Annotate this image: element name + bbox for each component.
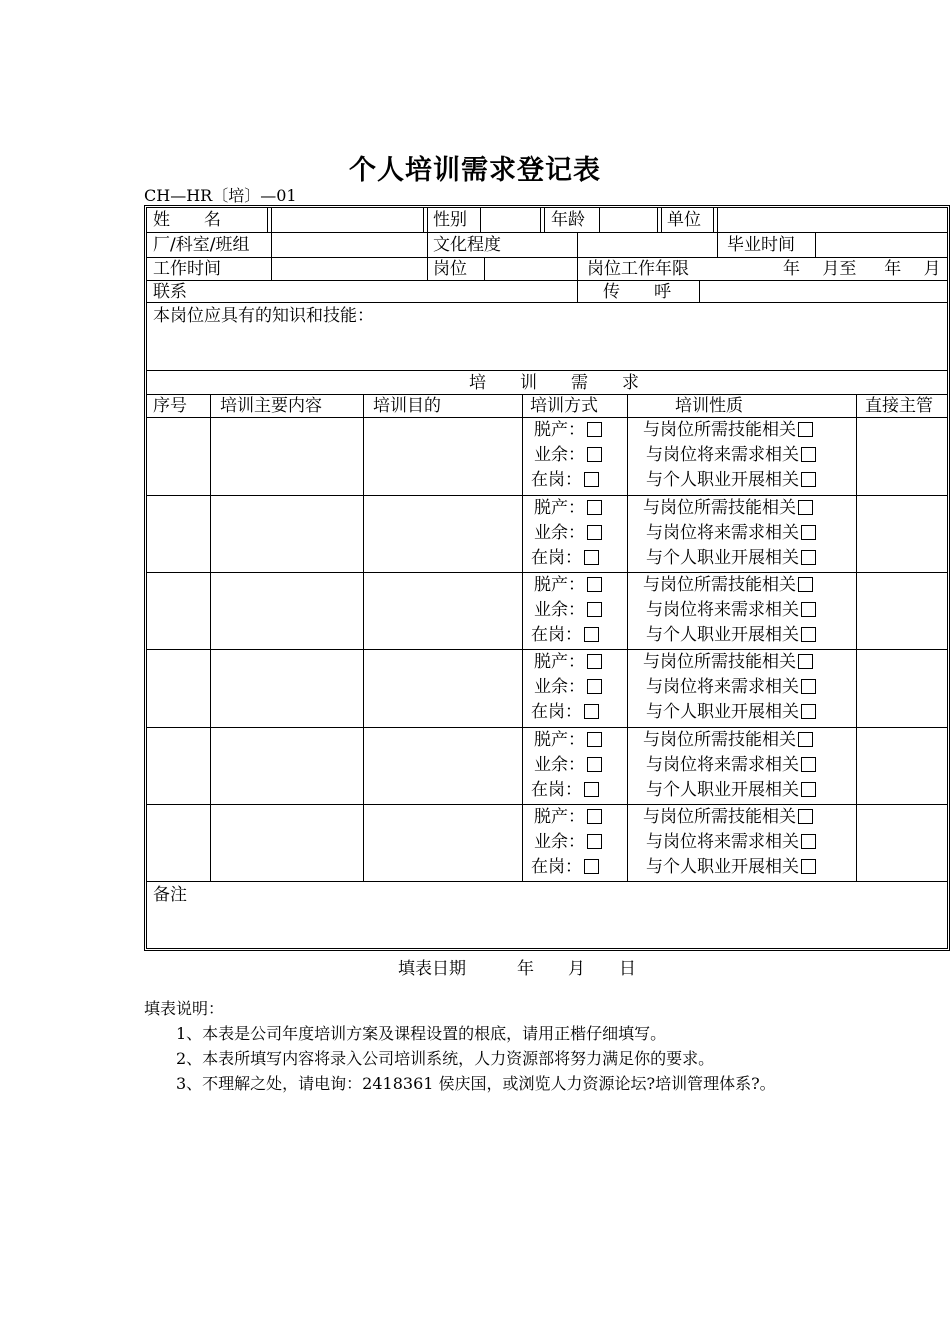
col-divider bbox=[540, 208, 541, 232]
row-divider bbox=[147, 370, 947, 371]
checkbox-current-skill[interactable] bbox=[798, 732, 813, 747]
checkbox-current-skill[interactable] bbox=[798, 809, 813, 824]
row-divider bbox=[147, 881, 947, 882]
col-divider bbox=[815, 232, 816, 257]
mode-option-on-job bbox=[531, 468, 599, 492]
mode-option-full-time bbox=[534, 418, 602, 442]
nature-option-label: 与岗位将来需求相关 bbox=[646, 832, 799, 852]
checkbox-spare-time[interactable] bbox=[587, 679, 602, 694]
fill-instructions bbox=[144, 996, 824, 1096]
checkbox-future-need[interactable] bbox=[801, 525, 816, 540]
column-header-supervisor: 直接主管 bbox=[865, 396, 933, 416]
checkbox-career-development[interactable] bbox=[801, 627, 816, 642]
checkbox-career-development[interactable] bbox=[801, 859, 816, 874]
col-divider bbox=[627, 394, 628, 881]
nature-option-label: 与岗位将来需求相关 bbox=[646, 677, 799, 697]
nature-option-label: 与岗位所需技能相关 bbox=[643, 807, 796, 827]
mode-option-spare-time bbox=[534, 598, 602, 622]
checkbox-future-need[interactable] bbox=[801, 757, 816, 772]
knowledge-label: 本岗位应具有的知识和技能： bbox=[153, 306, 374, 326]
nature-option-future-need bbox=[646, 521, 816, 545]
nature-option-label: 与个人职业开展相关 bbox=[646, 780, 799, 800]
nature-option-career-development bbox=[646, 623, 816, 647]
nature-option-current-skill bbox=[643, 496, 813, 520]
document-code: CH—HR〔培〕—01 bbox=[144, 186, 297, 205]
nature-option-career-development bbox=[646, 855, 816, 879]
checkbox-career-development[interactable] bbox=[801, 472, 816, 487]
col-divider bbox=[699, 280, 700, 302]
mode-option-spare-time bbox=[534, 443, 602, 467]
mode-option-label: 在岗： bbox=[531, 857, 582, 877]
checkbox-on-job[interactable] bbox=[584, 782, 599, 797]
nature-option-label: 与岗位所需技能相关 bbox=[643, 730, 796, 750]
checkbox-full-time[interactable] bbox=[587, 654, 602, 669]
mode-option-label: 在岗： bbox=[531, 625, 582, 645]
checkbox-future-need[interactable] bbox=[801, 602, 816, 617]
mode-option-label: 业余： bbox=[534, 832, 585, 852]
mode-option-full-time bbox=[534, 805, 602, 829]
checkbox-spare-time[interactable] bbox=[587, 757, 602, 772]
col-divider bbox=[713, 208, 714, 232]
nature-option-career-development bbox=[646, 468, 816, 492]
checkbox-full-time[interactable] bbox=[587, 577, 602, 592]
nature-option-label: 与岗位将来需求相关 bbox=[646, 600, 799, 620]
nature-option-future-need bbox=[646, 675, 816, 699]
nature-option-career-development bbox=[646, 546, 816, 570]
mode-option-full-time bbox=[534, 496, 602, 520]
mode-option-on-job bbox=[531, 700, 599, 724]
column-header-mode: 培训方式 bbox=[530, 396, 598, 416]
checkbox-future-need[interactable] bbox=[801, 834, 816, 849]
remarks-label: 备注 bbox=[153, 885, 187, 905]
mode-option-label: 脱产： bbox=[534, 807, 585, 827]
nature-option-future-need bbox=[646, 598, 816, 622]
nature-option-label: 与岗位所需技能相关 bbox=[643, 498, 796, 518]
nature-option-label: 与岗位将来需求相关 bbox=[646, 755, 799, 775]
nature-option-label: 与岗位所需技能相关 bbox=[643, 420, 796, 440]
nature-option-current-skill bbox=[643, 728, 813, 752]
mode-option-full-time bbox=[534, 728, 602, 752]
mode-option-on-job bbox=[531, 546, 599, 570]
registration-form bbox=[144, 205, 950, 951]
checkbox-current-skill[interactable] bbox=[798, 500, 813, 515]
nature-option-future-need bbox=[646, 443, 816, 467]
checkbox-on-job[interactable] bbox=[584, 704, 599, 719]
col-divider bbox=[577, 232, 578, 280]
nature-option-label: 与个人职业开展相关 bbox=[646, 548, 799, 568]
pager-label: 传 呼 bbox=[603, 282, 671, 302]
checkbox-on-job[interactable] bbox=[584, 627, 599, 642]
col-divider bbox=[480, 208, 481, 232]
col-divider bbox=[210, 394, 211, 881]
checkbox-current-skill[interactable] bbox=[798, 422, 813, 437]
note-item: 2、本表所填写内容将录入公司培训系统，人力资源部将努力满足你的要求。 bbox=[176, 1049, 715, 1068]
checkbox-full-time[interactable] bbox=[587, 732, 602, 747]
period-value: 年 月至 年 月 bbox=[783, 259, 941, 279]
nature-option-future-need bbox=[646, 830, 816, 854]
col-divider bbox=[657, 208, 658, 232]
mode-option-label: 脱产： bbox=[534, 420, 585, 440]
mode-option-label: 脱产： bbox=[534, 730, 585, 750]
nature-option-current-skill bbox=[643, 573, 813, 597]
checkbox-full-time[interactable] bbox=[587, 500, 602, 515]
checkbox-spare-time[interactable] bbox=[587, 834, 602, 849]
nature-option-career-development bbox=[646, 700, 816, 724]
column-header-nature: 培训性质 bbox=[675, 396, 743, 416]
nature-option-current-skill bbox=[643, 805, 813, 829]
checkbox-spare-time[interactable] bbox=[587, 525, 602, 540]
checkbox-spare-time[interactable] bbox=[587, 447, 602, 462]
needs-header: 培 训 需 求 bbox=[469, 373, 639, 393]
mode-option-label: 在岗： bbox=[531, 548, 582, 568]
row-divider bbox=[147, 302, 947, 303]
note-item: 3、不理解之处，请电询：2418361 侯庆国，或浏览人力资源论坛?培训管理体系?。 bbox=[176, 1074, 776, 1093]
checkbox-full-time[interactable] bbox=[587, 422, 602, 437]
age-label: 年龄 bbox=[551, 210, 585, 230]
nature-option-label: 与岗位所需技能相关 bbox=[643, 575, 796, 595]
education-label: 文化程度 bbox=[433, 235, 501, 255]
gender-label: 性别 bbox=[433, 210, 467, 230]
col-divider bbox=[267, 208, 268, 232]
checkbox-career-development[interactable] bbox=[801, 550, 816, 565]
checkbox-career-development[interactable] bbox=[801, 704, 816, 719]
col-divider bbox=[363, 394, 364, 881]
mode-option-label: 业余： bbox=[534, 755, 585, 775]
mode-option-label: 脱产： bbox=[534, 575, 585, 595]
col-divider bbox=[599, 208, 600, 232]
mode-option-spare-time bbox=[534, 753, 602, 777]
nature-option-label: 与个人职业开展相关 bbox=[646, 857, 799, 877]
nature-option-label: 与个人职业开展相关 bbox=[646, 625, 799, 645]
row-divider bbox=[147, 280, 947, 281]
mode-option-on-job bbox=[531, 623, 599, 647]
nature-option-label: 与个人职业开展相关 bbox=[646, 702, 799, 722]
fill-date: 填表日期 年 月 日 bbox=[398, 959, 636, 979]
nature-option-career-development bbox=[646, 778, 816, 802]
col-divider bbox=[484, 257, 485, 280]
row-divider bbox=[147, 232, 947, 233]
mode-option-label: 业余： bbox=[534, 523, 585, 543]
mode-option-on-job bbox=[531, 855, 599, 879]
checkbox-on-job[interactable] bbox=[584, 472, 599, 487]
mode-option-label: 业余： bbox=[534, 445, 585, 465]
column-header-purpose: 培训目的 bbox=[373, 396, 441, 416]
note-item: 1、本表是公司年度培训方案及课程设置的根底，请用正楷仔细填写。 bbox=[176, 1024, 667, 1043]
checkbox-future-need[interactable] bbox=[801, 447, 816, 462]
mode-option-spare-time bbox=[534, 521, 602, 545]
checkbox-full-time[interactable] bbox=[587, 809, 602, 824]
nature-option-current-skill bbox=[643, 650, 813, 674]
checkbox-current-skill[interactable] bbox=[798, 654, 813, 669]
nature-option-label: 与岗位将来需求相关 bbox=[646, 523, 799, 543]
mode-option-label: 在岗： bbox=[531, 470, 582, 490]
mode-option-full-time bbox=[534, 573, 602, 597]
checkbox-future-need[interactable] bbox=[801, 679, 816, 694]
mode-option-label: 业余： bbox=[534, 600, 585, 620]
mode-option-label: 脱产： bbox=[534, 652, 585, 672]
mode-option-on-job bbox=[531, 778, 599, 802]
column-header-content: 培训主要内容 bbox=[220, 396, 322, 416]
post-years-label: 岗位工作年限 bbox=[587, 259, 689, 279]
mode-option-full-time bbox=[534, 650, 602, 674]
mode-option-spare-time bbox=[534, 675, 602, 699]
nature-option-label: 与岗位所需技能相关 bbox=[643, 652, 796, 672]
mode-option-label: 业余： bbox=[534, 677, 585, 697]
contact-label: 联系 bbox=[153, 282, 187, 302]
dept-label: 厂/科室/班组 bbox=[153, 235, 250, 255]
nature-option-label: 与个人职业开展相关 bbox=[646, 470, 799, 490]
col-divider bbox=[717, 208, 718, 257]
col-divider bbox=[271, 208, 272, 280]
unit-label: 单位 bbox=[667, 210, 701, 230]
col-divider bbox=[427, 208, 428, 280]
grad-time-label: 毕业时间 bbox=[727, 235, 795, 255]
work-time-label: 工作时间 bbox=[153, 259, 221, 279]
name-label: 姓 名 bbox=[153, 210, 221, 230]
post-label: 岗位 bbox=[433, 259, 467, 279]
checkbox-career-development[interactable] bbox=[801, 782, 816, 797]
mode-option-spare-time bbox=[534, 830, 602, 854]
col-divider bbox=[661, 208, 662, 232]
notes-heading: 填表说明： bbox=[144, 999, 225, 1018]
checkbox-on-job[interactable] bbox=[584, 550, 599, 565]
checkbox-on-job[interactable] bbox=[584, 859, 599, 874]
col-divider bbox=[544, 208, 545, 232]
document-title: 个人培训需求登记表 bbox=[349, 155, 601, 186]
nature-option-future-need bbox=[646, 753, 816, 777]
mode-option-label: 脱产： bbox=[534, 498, 585, 518]
checkbox-spare-time[interactable] bbox=[587, 602, 602, 617]
mode-option-label: 在岗： bbox=[531, 780, 582, 800]
nature-option-label: 与岗位将来需求相关 bbox=[646, 445, 799, 465]
checkbox-current-skill[interactable] bbox=[798, 577, 813, 592]
col-divider bbox=[522, 394, 523, 881]
col-divider bbox=[423, 208, 424, 232]
col-divider bbox=[577, 280, 578, 302]
mode-option-label: 在岗： bbox=[531, 702, 582, 722]
nature-option-current-skill bbox=[643, 418, 813, 442]
column-header-seq: 序号 bbox=[153, 396, 187, 416]
col-divider bbox=[856, 394, 857, 881]
